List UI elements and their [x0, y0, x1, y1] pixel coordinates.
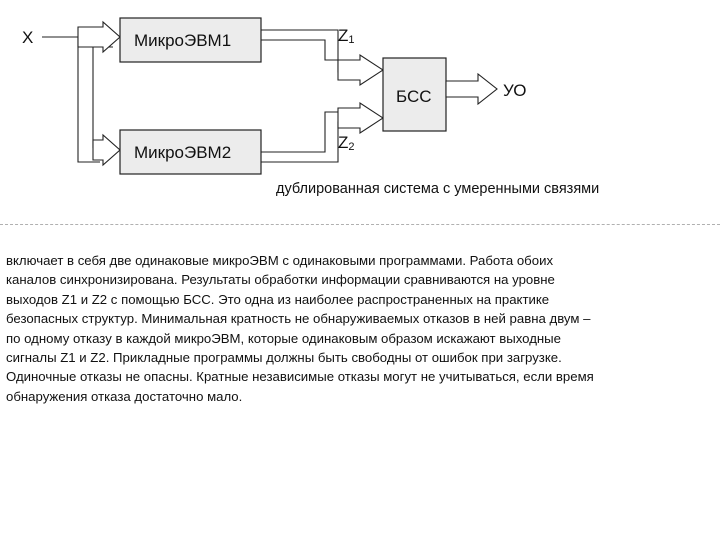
arrow-to-uo — [446, 74, 497, 104]
arrow-into-evm1 — [78, 22, 120, 52]
arrow-into-evm2 — [93, 135, 120, 165]
micro-evm1-label: МикроЭВМ1 — [134, 31, 232, 50]
arrow-z1-into-bss — [338, 55, 383, 85]
micro-evm2-label: МикроЭВМ2 — [134, 143, 232, 162]
bss-label: БСС — [396, 87, 432, 106]
signal-z2-label: Z2 — [338, 133, 355, 153]
signal-z1-label: Z1 — [338, 26, 355, 46]
output-label-uo: УО — [503, 81, 527, 100]
input-label-x: X — [22, 28, 34, 47]
description-text: включает в себя две одинаковые микроЭВМ с одинаковыми программами. Работа обоих каналов синхронизирована. Результаты обработки информации сравниваются на уровне выходов Z1 и Z2 с помощью БСС. Это одна из наиболее распространенных на практике безопасных структур. Минимальная кратность не обнаруживаемых отказов в ней равна двум – по одному отказу в каждой микроЭВМ, которые одинаковым образом искажают выходные сигналы Z1 и Z2. Прикладные программы должны быть свободны от ошибок при загрузке. Одиночные отказы не опасны. Кратные независимые отказы могут не учитываться, если время обнаружения отказа достаточно мало. — [6, 253, 594, 404]
arrow-z2-into-bss — [338, 103, 383, 133]
separator-line — [0, 224, 720, 225]
diagram-caption: дублированная система с умеренными связями — [276, 181, 600, 197]
